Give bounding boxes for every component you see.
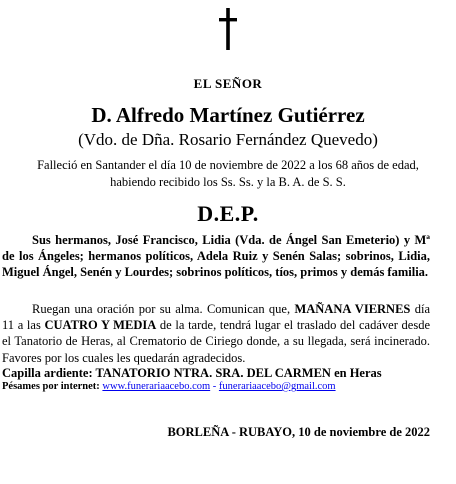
condolences-separator: - (210, 381, 219, 392)
deceased-name: D. Alfredo Martínez Gutiérrez (91, 103, 365, 127)
death-notice (0, 157, 456, 191)
condolences-line (2, 381, 336, 392)
cross-icon-wrapper (0, 8, 456, 50)
dep-heading: D.E.P. (197, 201, 259, 226)
service-day: MAÑANA VIERNES (294, 302, 411, 316)
service-paragraph (2, 301, 430, 366)
service-text-2: día 11 a las (2, 302, 430, 333)
widow-note: (Vdo. de Dña. Rosario Fernández Quevedo) (78, 130, 378, 149)
condolences-label: Pésames por internet: (2, 381, 103, 392)
service-time: CUATRO Y MEDIA (44, 318, 157, 333)
service-text-1: Ruegan una oración por su alma. Comunican que, (32, 302, 295, 316)
death-notice-line-2: habiendo recibido los Ss. Ss. y la B. A. de S. S. (110, 175, 346, 189)
title-el-senor: EL SEÑOR (193, 76, 263, 91)
family-paragraph-text: Sus hermanos, José Francisco, Lidia (Vda. de Ángel San Emeterio) y Mª de los Ángeles; hermanos políticos, Adela Ruiz y Senén Salas; sobrinos, Lidia, Miguel Ángel, Senén y Lourdes; sobrinos políticos, tíos, primos y demás familia. (2, 233, 430, 280)
latin-cross-icon (218, 8, 238, 50)
funeral-home-email-link[interactable]: funerariaacebo@gmail.com (218, 381, 336, 392)
family-paragraph (2, 232, 430, 281)
chapel-info: Capilla ardiente: TANATORIO NTRA. SRA. DEL CARMEN en Heras (2, 366, 382, 380)
service-text-3: de la tarde, tendrá lugar el traslado del cadáver desde el Tanatorio de Heras, al Crematorio de Ciriego donde, a su llegada, será incinerado. Favores por los cuales les quedarán agradecidos. (2, 318, 430, 365)
funeral-home-website-link[interactable]: www.funerariaacebo.com (102, 381, 211, 392)
footer-place-date: BORLEÑA - RUBAYO, 10 de noviembre de 2022 (167, 425, 430, 439)
death-notice-line-1: Falleció en Santander el día 10 de noviembre de 2022 a los 68 años de edad, (37, 158, 419, 172)
